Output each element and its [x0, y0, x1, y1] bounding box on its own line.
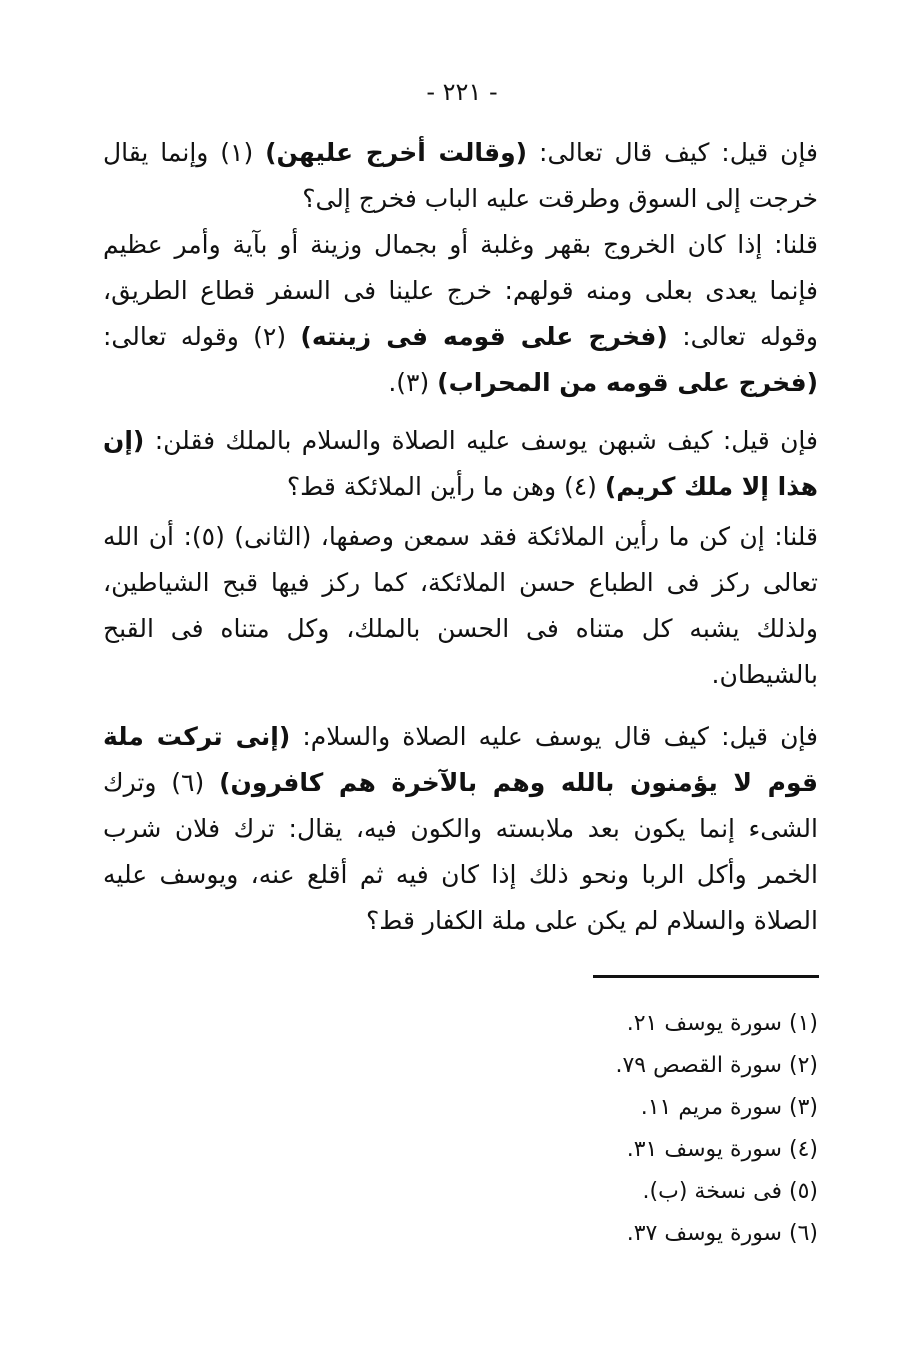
paragraph-3-text-2: (٤) وهن ما رأين الملائكة قط؟ — [286, 472, 605, 501]
footnote-5: (٥) فى نسخة (ب). — [642, 1179, 818, 1204]
footnotes — [500, 1003, 818, 1255]
footnote-6: (٦) سورة يوسف ٣٧. — [626, 1221, 818, 1246]
paragraph-5-text-2: (٦) وترك الشىء إنما يكون بعد ملابسته والكون فيه، يقال: ترك فلان شرب الخمر وأكل الربا ونحو ذلك إذا كان فيه ثم أقلع عنه، ويوسف عليه الصلاة والسلام لم يكن على ملة الكفار قط؟ — [103, 768, 818, 935]
footnote-divider — [593, 975, 819, 978]
paragraph-2-text-1: قلنا: إذا كان الخروج بقهر وغلبة أو بجمال وزينة أو بآية وأمر عظيم فإنما يعدى بعلى ومنه قولهم: خرج علينا فى السفر قطاع الطريق، وقوله تعالى: — [103, 230, 818, 351]
paragraph-1 — [103, 130, 818, 222]
paragraph-3-text-1: فإن قيل: كيف شبهن يوسف عليه الصلاة والسلام بالملك فقلن: — [144, 426, 818, 455]
quran-quote-1: (وقالت أخرج عليهن) — [265, 138, 528, 167]
quran-quote-3: (فخرج على قومه من المحراب) — [437, 368, 818, 397]
paragraph-5 — [103, 714, 818, 944]
quran-quote-4: (إن هذا إلا ملك كريم) — [103, 426, 818, 501]
footnote-2: (٢) سورة القصص ٧٩. — [615, 1053, 818, 1078]
footnote-1: (١) سورة يوسف ٢١. — [626, 1011, 818, 1036]
paragraph-2-text-3: (٣). — [388, 368, 438, 397]
paragraph-2 — [103, 222, 818, 406]
paragraph-1-text-2: (١) وإنما يقال خرجت إلى السوق وطرقت عليه الباب فخرج إلى؟ — [103, 138, 818, 213]
paragraph-4-text-1: قلنا: إن كن ما رأين الملائكة فقد سمعن وصفها، (الثانى) (٥): أن الله تعالى ركز فى الطباع حسن الملائكة، كما ركز فيها قبح الشياطين، ولذلك يشبه كل متناه فى الحسن بالملك، وكل متناه فى القبح بالشيطان. — [103, 522, 819, 689]
paragraph-5-text-1: فإن قيل: كيف قال يوسف عليه الصلاة والسلام: — [290, 722, 819, 751]
page-number: - ٢٢١ - — [426, 78, 498, 106]
footnote-3: (٣) سورة مريم ١١. — [640, 1095, 818, 1120]
footnote-4: (٤) سورة يوسف ٣١. — [626, 1137, 818, 1162]
paragraph-1-text-1: فإن قيل: كيف قال تعالى: — [527, 138, 818, 167]
paragraph-3 — [103, 418, 818, 510]
paragraph-4 — [103, 514, 818, 698]
quran-quote-2: (فخرج على قومه فى زينته) — [300, 322, 668, 351]
quran-quote-5: (إنى تركت ملة قوم لا يؤمنون بالله وهم بالآخرة هم كافرون) — [103, 722, 818, 797]
paragraph-2-text-2: (٢) وقوله تعالى: — [103, 322, 301, 351]
